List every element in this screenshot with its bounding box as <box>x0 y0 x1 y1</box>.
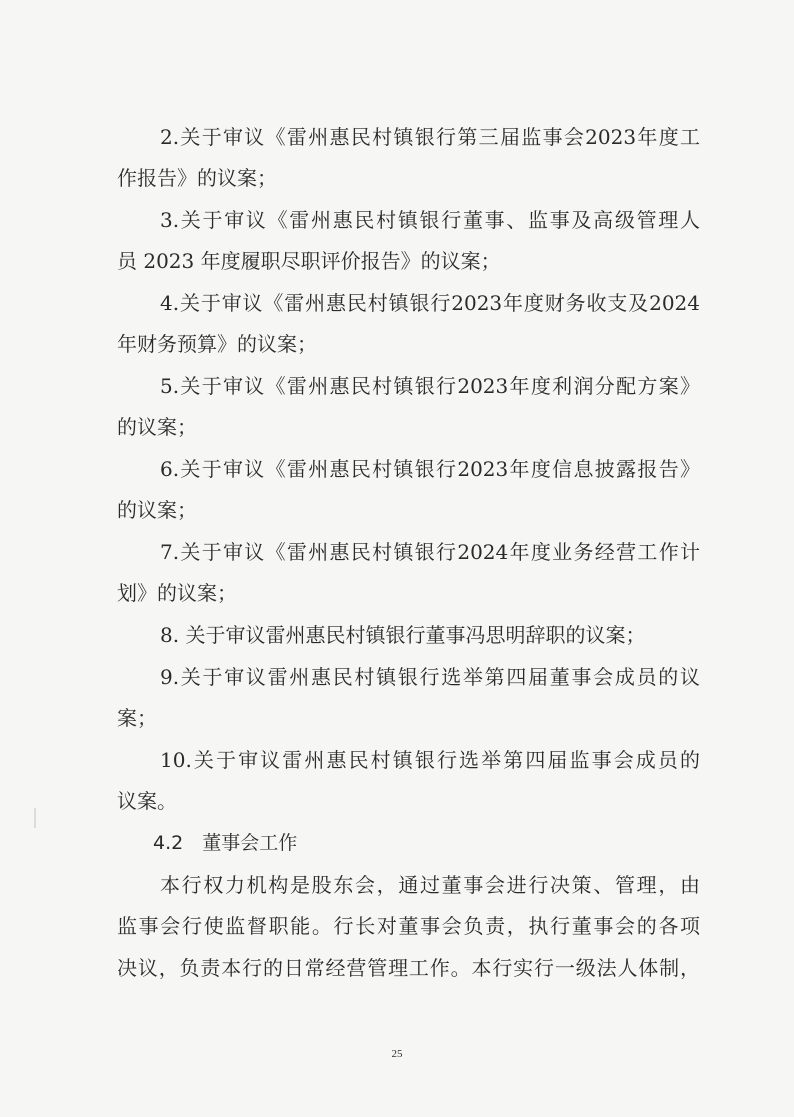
agenda-item-9: 9.关于审议雷州惠民村镇银行选举第四届董事会成员的议 <box>160 665 700 689</box>
agenda-item-3: 3.关于审议《雷州惠民村镇银行董事、监事及高级管理人 <box>160 208 700 232</box>
body-paragraph-line-2: 监事会行使监督职能。行长对董事会负责，执行董事会的各项 <box>117 914 700 938</box>
agenda-item-10-cont: 议案。 <box>117 789 177 813</box>
agenda-item-8: 8. 关于审议雷州惠民村镇银行董事冯思明辞职的议案； <box>160 623 646 647</box>
agenda-item-6-cont: 的议案； <box>117 498 197 522</box>
section-heading: 4.2 董事会工作 <box>153 832 298 854</box>
body-paragraph-line-1: 本行权力机构是股东会，通过董事会进行决策、管理，由 <box>160 873 700 897</box>
agenda-item-7-cont: 划》的议案； <box>117 581 237 605</box>
agenda-item-10: 10.关于审议雷州惠民村镇银行选举第四届监事会成员的 <box>160 748 700 772</box>
scan-edge-mark <box>34 808 36 828</box>
page-number: 25 <box>391 1048 403 1060</box>
agenda-item-9-cont: 案； <box>117 706 157 730</box>
agenda-item-4-cont: 年财务预算》的议案； <box>117 332 317 356</box>
agenda-item-5: 5.关于审议《雷州惠民村镇银行2023年度利润分配方案》 <box>160 374 700 398</box>
agenda-item-3-cont: 员 2023 年度履职尽职评价报告》的议案； <box>117 249 501 273</box>
body-paragraph-line-3: 决议，负责本行的日常经营管理工作。本行实行一级法人体制， <box>117 956 700 980</box>
agenda-item-7: 7.关于审议《雷州惠民村镇银行2024年度业务经营工作计 <box>160 540 700 564</box>
agenda-item-5-cont: 的议案； <box>117 415 197 439</box>
agenda-item-6: 6.关于审议《雷州惠民村镇银行2023年度信息披露报告》 <box>160 457 700 481</box>
agenda-item-2-cont: 作报告》的议案； <box>117 166 277 190</box>
agenda-item-2: 2.关于审议《雷州惠民村镇银行第三届监事会2023年度工 <box>160 125 700 149</box>
agenda-item-4: 4.关于审议《雷州惠民村镇银行2023年度财务收支及2024 <box>160 291 700 315</box>
